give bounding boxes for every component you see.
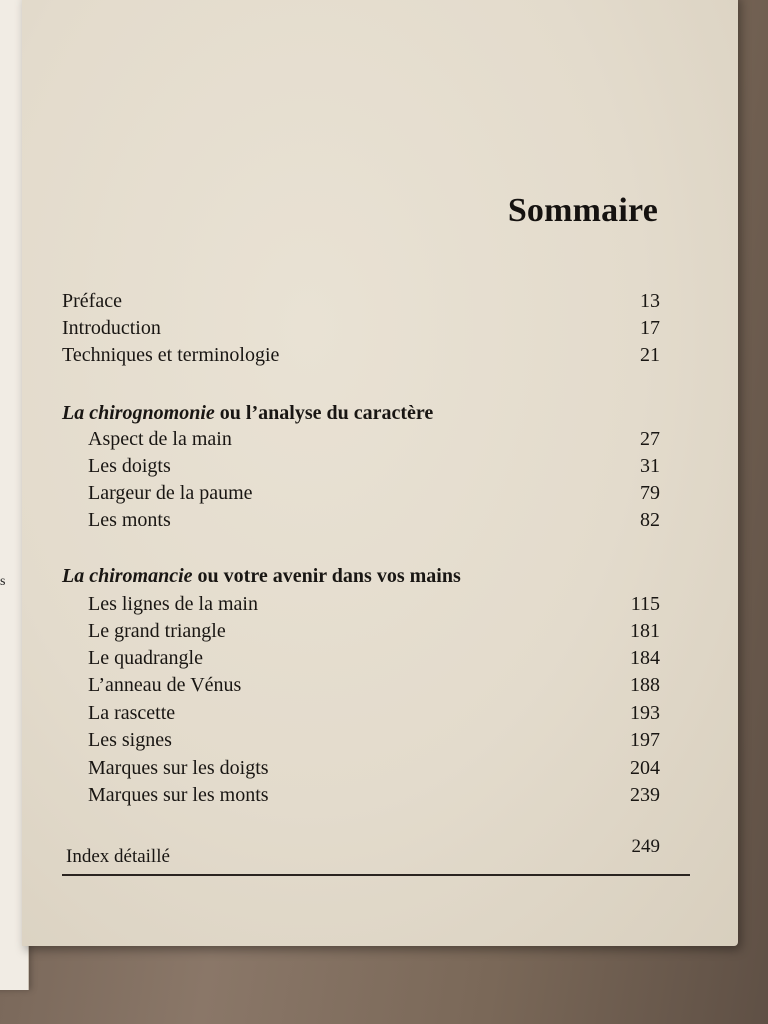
- toc-entry-label: Marques sur les doigts: [88, 757, 269, 779]
- toc-entry-introduction: [62, 317, 660, 345]
- toc-entry: [88, 455, 660, 483]
- toc-entry: [88, 674, 660, 702]
- toc-entry: [88, 482, 660, 510]
- toc-entry-page: 115: [630, 593, 660, 615]
- toc-entry-label: Marques sur les monts: [88, 784, 269, 806]
- toc-entry-label: Préface: [62, 290, 122, 312]
- toc-entry: [88, 729, 660, 757]
- toc-entry-index-page: 249: [631, 836, 660, 857]
- section-heading-rest: ou l’analyse du caractère: [214, 402, 434, 424]
- toc-entry-page: 188: [630, 674, 660, 696]
- toc-entry-label: Largeur de la paume: [88, 482, 253, 504]
- toc-entry-label: Les doigts: [88, 455, 171, 477]
- toc-entry-page: 181: [630, 620, 660, 642]
- section-heading-chiromancie: [62, 565, 461, 588]
- section-heading-chirognomonie: [62, 402, 433, 425]
- toc-entry-page: 184: [630, 647, 660, 669]
- toc-entry-label: La rascette: [88, 702, 176, 724]
- toc-entry: [88, 757, 660, 785]
- toc-entry-label: L’anneau de Vénus: [88, 674, 242, 696]
- toc-entry: [88, 509, 660, 537]
- toc-entry-page: 17: [640, 317, 660, 339]
- toc-entry-label: Aspect de la main: [88, 428, 232, 450]
- toc-entry: [88, 620, 660, 648]
- toc-entry-label: Les lignes de la main: [88, 593, 258, 615]
- toc-entry-page: 204: [630, 757, 660, 779]
- toc-entry: [88, 428, 660, 456]
- toc-entry-page: 31: [640, 455, 660, 477]
- toc-entry-techniques: [62, 344, 660, 372]
- toc-entry: [88, 593, 660, 621]
- toc-entry-label: Le quadrangle: [88, 647, 203, 669]
- toc-entry-label: Le grand triangle: [88, 620, 226, 642]
- book-page: [22, 0, 738, 946]
- toc-entry-page: 21: [640, 344, 660, 366]
- toc-entry-label: Techniques et terminologie: [62, 344, 280, 366]
- toc-entry-index-label: Index détaillé: [66, 846, 170, 867]
- toc-entry-page: 82: [640, 509, 660, 531]
- toc-entry-page: 197: [630, 729, 660, 751]
- toc-entry-page: 13: [640, 290, 660, 312]
- toc-entry: [88, 784, 660, 812]
- toc-entry: [88, 647, 660, 675]
- section-heading-rest: ou votre avenir dans vos mains: [192, 565, 461, 587]
- toc-entry-label: Les signes: [88, 729, 172, 751]
- toc-entry-preface: [62, 290, 660, 318]
- toc-entry-page: 27: [640, 428, 660, 450]
- toc-entry-label: Introduction: [62, 317, 161, 339]
- toc-entry-page: 193: [630, 702, 660, 724]
- page-title: Sommaire: [507, 192, 658, 229]
- toc-entry-page: 239: [630, 784, 660, 806]
- bottom-rule: [62, 874, 690, 876]
- toc-entry: [88, 702, 660, 730]
- toc-entry-label: Les monts: [88, 509, 171, 531]
- section-heading-italic: La chiromancie: [62, 565, 193, 587]
- previous-page-fragment: s: [0, 574, 6, 589]
- section-heading-italic: La chirognomonie: [62, 402, 215, 424]
- toc-entry-page: 79: [640, 482, 660, 504]
